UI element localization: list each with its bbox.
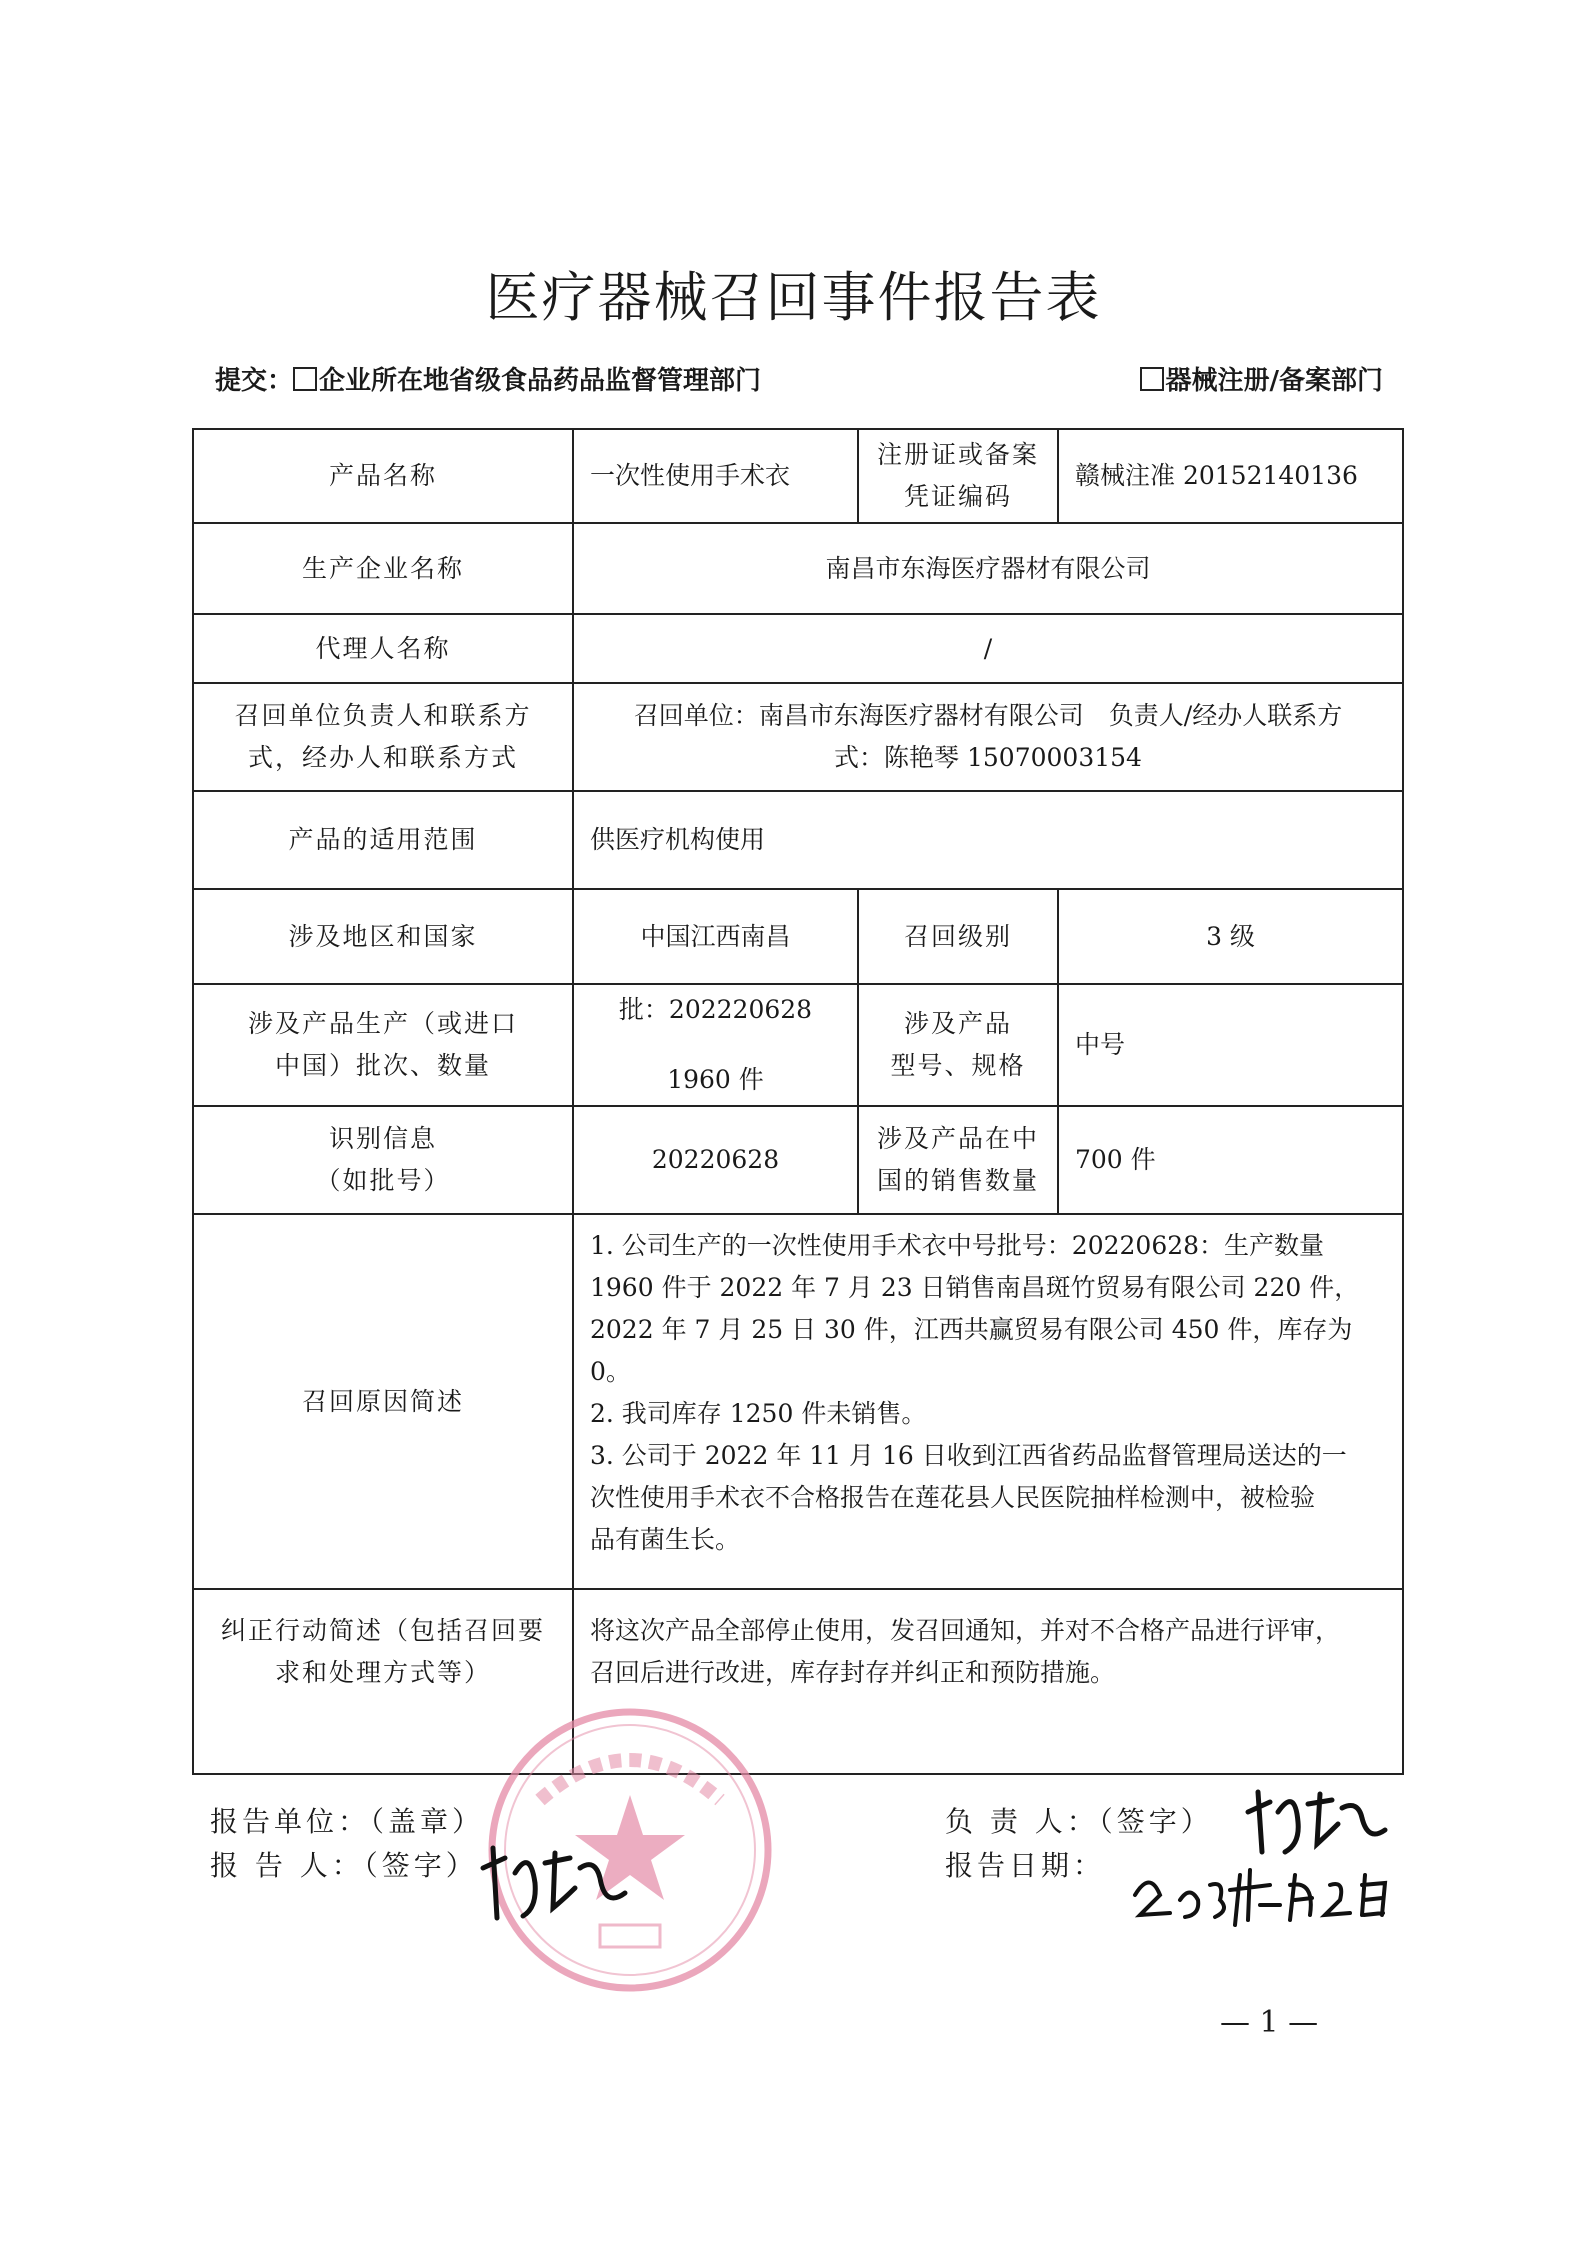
reason-line: 0。 (590, 1357, 631, 1386)
level-value: 3 级 (1058, 889, 1403, 984)
sales-label: 涉及产品在中 国的销售数量 (858, 1106, 1058, 1214)
report-date-handwritten (1130, 1855, 1410, 1935)
row-scope (193, 791, 1403, 889)
row-batch (193, 984, 1403, 1106)
action-label: 纠正行动简述（包括召回要 求和处理方式等） (193, 1589, 573, 1774)
model-label: 涉及产品 型号、规格 (858, 984, 1058, 1106)
reg-no-label: 注册证或备案 凭证编码 (858, 429, 1058, 523)
level-label: 召回级别 (858, 889, 1058, 984)
reason-line: 2. 我司库存 1250 件未销售。 (590, 1399, 927, 1428)
row-agent (193, 614, 1403, 683)
id-value: 20220628 (573, 1106, 858, 1214)
row-identification (193, 1106, 1403, 1214)
product-name-value: 一次性使用手术衣 (573, 429, 858, 523)
submit-right (1140, 360, 1384, 397)
reporter-signature (475, 1838, 635, 1928)
maker-value: 南昌市东海医疗器材有限公司 (573, 523, 1403, 614)
submit-label: 提交： (215, 366, 294, 396)
row-maker (193, 523, 1403, 614)
reason-label: 召回原因简述 (193, 1214, 573, 1589)
row-action (193, 1589, 1403, 1774)
submit-option-registration-dept: 器械注册/备案部门 (1165, 366, 1383, 396)
owner-label: 负 责 人：（签字） (945, 1805, 1213, 1838)
scope-value: 供医疗机构使用 (573, 791, 1403, 889)
row-reason (193, 1214, 1403, 1589)
model-value: 中号 (1058, 984, 1403, 1106)
region-value: 中国江西南昌 (573, 889, 858, 984)
reason-line: 2022 年 7 月 25 日 30 件，江西共赢贸易有限公司 450 件，库存为 (590, 1315, 1353, 1344)
submit-left (215, 360, 761, 397)
report-date-label: 报告日期： (945, 1849, 1106, 1882)
action-text: 将这次产品全部停止使用，发召回通知，并对不合格产品进行评审， 召回后进行改进，库存封存并纠正和预防措施。 (573, 1589, 1403, 1774)
reason-line: 1960 件于 2022 年 7 月 23 日销售南昌斑竹贸易有限公司 220 件， (590, 1273, 1360, 1302)
maker-label: 生产企业名称 (193, 523, 573, 614)
owner-signature (1240, 1782, 1390, 1862)
report-unit-label: 报告单位：（盖章） (210, 1805, 485, 1838)
recall-report-table (192, 428, 1404, 1775)
row-product-name (193, 429, 1403, 523)
checkbox-provincial[interactable] (293, 367, 317, 391)
sales-value: 700 件 (1058, 1106, 1403, 1214)
agent-label: 代理人名称 (193, 614, 573, 683)
batch-value: 批：202220628 1960 件 (573, 984, 858, 1106)
footer-left (210, 1800, 484, 1888)
reason-text (573, 1214, 1403, 1589)
product-name-label: 产品名称 (193, 429, 573, 523)
scope-label: 产品的适用范围 (193, 791, 573, 889)
batch-label: 涉及产品生产（或进口 中国）批次、数量 (193, 984, 573, 1106)
submit-row (215, 360, 1383, 400)
agent-value: / (573, 614, 1403, 683)
reason-line: 品有菌生长。 (590, 1525, 741, 1554)
checkbox-registration-dept[interactable] (1140, 367, 1164, 391)
id-label: 识别信息 （如批号） (193, 1106, 573, 1214)
row-contact (193, 683, 1403, 791)
contact-label: 召回单位负责人和联系方 式，经办人和联系方式 (193, 683, 573, 791)
submit-option-provincial: 企业所在地省级食品药品监督管理部门 (319, 366, 762, 396)
reason-line: 次性使用手术衣不合格报告在莲花县人民医院抽样检测中，被检验 (590, 1483, 1316, 1512)
reg-no-value: 赣械注准 20152140136 (1058, 429, 1403, 523)
reason-line: 1. 公司生产的一次性使用手术衣中号批号：20220628：生产数量 (590, 1231, 1325, 1260)
row-region (193, 889, 1403, 984)
reason-line: 3. 公司于 2022 年 11 月 16 日收到江西省药品监督管理局送达的一 (590, 1441, 1347, 1470)
contact-value: 召回单位：南昌市东海医疗器材有限公司 负责人/经办人联系方 式：陈艳琴 15070003154 (573, 683, 1403, 791)
page-number: — 1 — (1220, 2005, 1319, 2040)
region-label: 涉及地区和国家 (193, 889, 573, 984)
page-title: 医疗器械召回事件报告表 (485, 266, 1102, 329)
reporter-label: 报 告 人：（签字） (210, 1849, 478, 1882)
